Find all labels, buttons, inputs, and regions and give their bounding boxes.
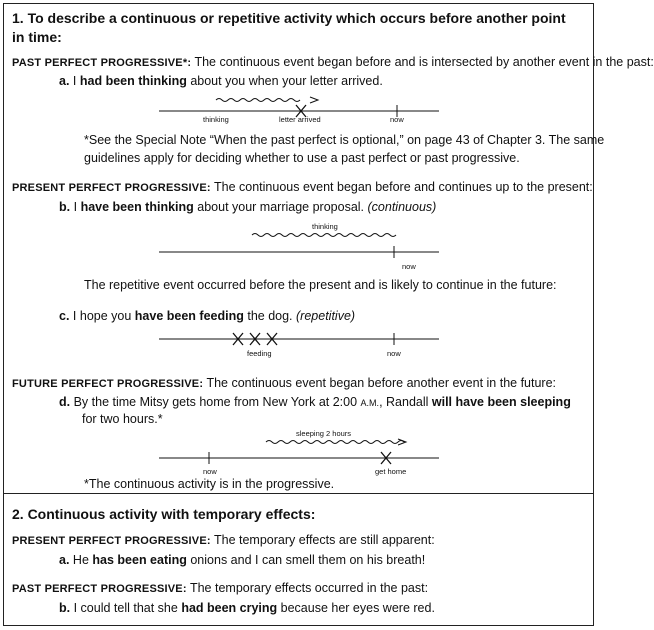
section2-example-a — [59, 553, 425, 567]
example-b-letter: b. — [59, 200, 71, 214]
section2-example-a-verb: has been eating — [92, 553, 187, 567]
section2-past-perfect-label: PAST PERFECT PROGRESSIVE: — [12, 583, 187, 595]
section2-heading: 2. Continuous activity with temporary effects: — [12, 506, 316, 522]
present-perfect-description: The continuous event began before and continues up to the present: — [214, 180, 593, 194]
timeline-a-label-thinking: thinking — [203, 115, 229, 124]
example-d-line2: for two hours.* — [82, 412, 163, 426]
future-perfect-description: The continuous event began before another event in the future: — [206, 376, 557, 390]
past-perfect-description: The continuous event began before and is intersected by another event in the past: — [194, 55, 654, 69]
section2-example-a-post: onions and I can smell them on his breath! — [190, 553, 426, 567]
section-continuous-activity — [4, 4, 654, 494]
section2-example-a-letter: a. — [59, 553, 70, 567]
example-b-pre: I — [73, 200, 78, 214]
timeline-d-label-get-home: get home — [375, 467, 407, 476]
timeline-a-label-letter: letter arrived — [279, 115, 321, 124]
example-c-letter: c. — [59, 309, 70, 323]
section2-example-b-post: because her eyes were red. — [280, 601, 435, 615]
example-d-verb: will have been sleeping — [431, 395, 571, 409]
example-d-mid: , Randall — [379, 395, 429, 409]
section2-example-b-letter: b. — [59, 601, 71, 615]
example-a-verb: had been thinking — [79, 74, 187, 88]
repetitive-text: The repetitive event occurred before the present and is likely to continue in the future: — [84, 278, 557, 292]
example-c-post: the dog. — [247, 309, 293, 323]
timeline-a-label-now: now — [390, 115, 404, 124]
timeline-d-label-now: now — [203, 467, 217, 476]
section2-present-perfect-description: The temporary effects are still apparent: — [214, 533, 435, 547]
example-a-pre: I — [72, 74, 77, 88]
timeline-d — [4, 4, 595, 493]
example-d-letter: d. — [59, 395, 71, 409]
section2-past-perfect-description: The temporary effects occurred in the past: — [189, 581, 429, 595]
timeline-d-arrow — [398, 439, 406, 445]
special-note-line2: guidelines apply for deciding whether to use a past perfect or past progressive. — [84, 151, 520, 165]
example-d-am: A.M. — [360, 398, 380, 408]
section2-present-perfect-label: PRESENT PERFECT PROGRESSIVE: — [12, 535, 211, 547]
section2-example-b — [59, 601, 435, 615]
example-a-post: about you when your letter arrived. — [190, 74, 383, 88]
example-a-letter: a. — [59, 74, 70, 88]
grammar-page — [3, 3, 654, 626]
section1-heading-line2: in time: — [12, 29, 62, 45]
special-note-line1: *See the Special Note “When the past perfect is optional,” on page 43 of Chapter 3. The same — [84, 133, 605, 147]
example-b-verb: have been thinking — [80, 200, 194, 214]
section2-example-b-pre: I could tell that she — [73, 601, 178, 615]
timeline-b-label-now: now — [402, 262, 416, 271]
timeline-c-label-feeding: feeding — [247, 349, 272, 358]
example-c-verb: have been feeding — [134, 309, 244, 323]
section2-present-perfect-row — [12, 533, 435, 547]
timeline-b-label-thinking: thinking — [312, 222, 338, 231]
example-c-pre: I hope you — [72, 309, 132, 323]
future-perfect-note: *The continuous activity is in the progressive. — [84, 477, 335, 491]
past-perfect-label: PAST PERFECT PROGRESSIVE*: — [12, 57, 192, 69]
timeline-d-label-sleeping: sleeping 2 hours — [296, 429, 352, 438]
future-perfect-label: FUTURE PERFECT PROGRESSIVE: — [12, 378, 204, 390]
section2-example-a-pre: He — [72, 553, 89, 567]
timeline-c-label-now: now — [387, 349, 401, 358]
present-perfect-label: PRESENT PERFECT PROGRESSIVE: — [12, 182, 211, 194]
section2-example-b-verb: had been crying — [181, 601, 278, 615]
example-b-post: about your marriage proposal. — [197, 200, 365, 214]
section2-past-perfect-row — [12, 581, 428, 595]
section1-heading-line1: 1. To describe a continuous or repetitive activity which occurs before another point — [12, 10, 566, 26]
timeline-d-wave — [266, 441, 404, 444]
example-b-tag: (continuous) — [367, 200, 437, 214]
example-d-pre: By the time Mitsy gets home from New York at 2:00 — [73, 395, 358, 409]
example-c-tag: (repetitive) — [296, 309, 356, 323]
